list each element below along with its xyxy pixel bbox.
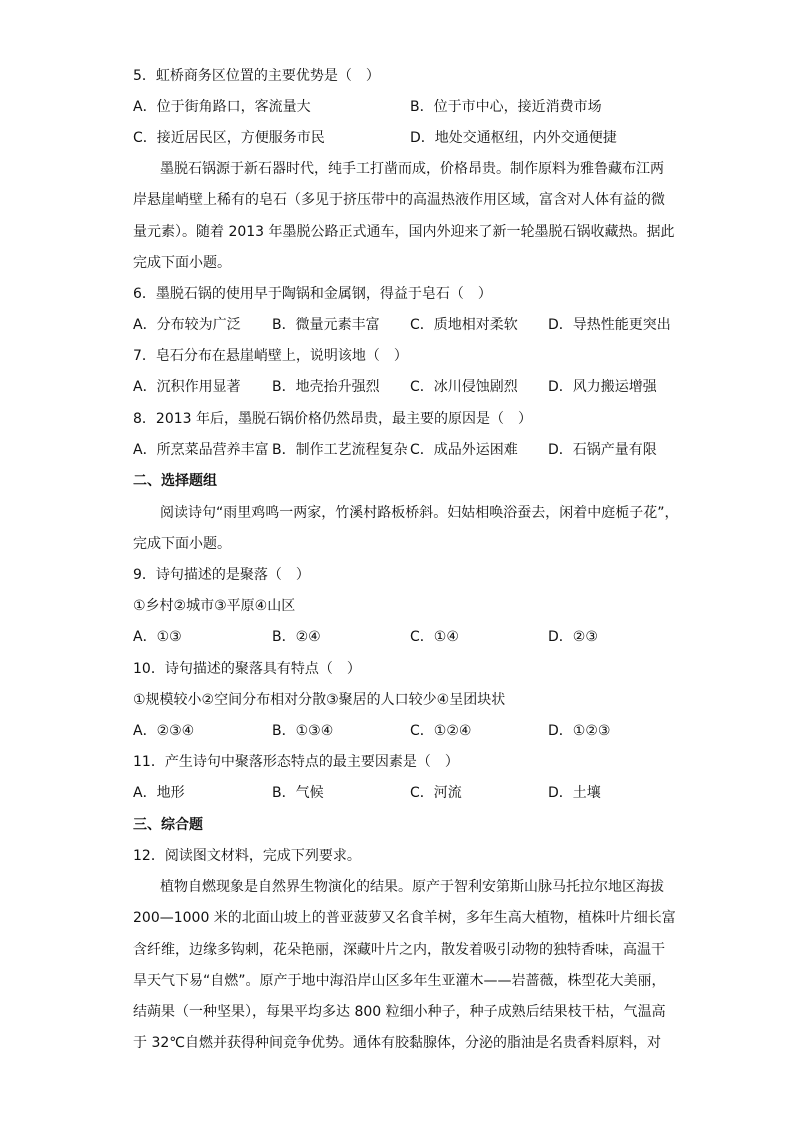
option-c: C．河流 — [410, 785, 462, 801]
passage-1-line-4: 完成下面小题。 — [133, 255, 231, 271]
passage-1-line-1: 墨脱石锅源于新石器时代，纯手工打凿而成，价格昂贵。制作原料为雅鲁藏布江两 — [160, 161, 664, 177]
question-12-line-1: 植物自燃现象是自然界生物演化的结果。原产于智利安第斯山脉马托拉尔地区海拔 — [160, 879, 664, 895]
option-c: C．质地相对柔软 — [410, 317, 518, 333]
option-b: B．地壳抬升强烈 — [272, 379, 380, 395]
question-12-line-2: 200—1000 米的北面山坡上的普亚菠萝又名食羊树，多年生高大植物，植株叶片细长富 — [133, 910, 676, 926]
passage-1-line-2: 岸悬崖峭壁上稀有的皂石（多见于挤压带中的高温热液作用区域，富含对人体有益的微 — [133, 192, 665, 208]
option-c: C．①④ — [410, 629, 459, 645]
option-a: A．位于街角路口，客流量大 — [133, 99, 311, 115]
question-12-line-3: 含纤维，边缘多钩刺，花朵艳丽，深藏叶片之内，散发着吸引动物的独特香味，高温干 — [133, 942, 665, 958]
question-12-line-6: 于 32℃自燃并获得种间竞争优势。通体有胶黏腺体，分泌的脂油是名贵香料原料，对 — [133, 1035, 661, 1051]
question-12-line-4: 旱天气下易“自燃”。原产于地中海沿岸山区多年生亚灌木——岩蔷薇，株型花大美丽， — [133, 973, 666, 989]
option-d: D．导热性能更突出 — [548, 317, 671, 333]
question-8-stem: 8．2013 年后，墨脱石锅价格仍然昂贵，最主要的原因是（ ） — [133, 411, 532, 427]
question-11-stem: 11．产生诗句中聚落形态特点的最主要因素是（ ） — [133, 754, 459, 770]
option-b: B．气候 — [272, 785, 324, 801]
option-d: D．土壤 — [548, 785, 601, 801]
question-6-stem: 6．墨脱石锅的使用早于陶锅和金属钢，得益于皂石（ ） — [133, 286, 492, 302]
option-b: B．①③④ — [272, 723, 334, 739]
question-10-stem: 10．诗句描述的聚落具有特点（ ） — [133, 661, 361, 677]
option-a: A．分布较为广泛 — [133, 317, 241, 333]
option-a: A．②③④ — [133, 723, 195, 739]
question-7-stem: 7．皂石分布在悬崖峭壁上，说明该地（ ） — [133, 348, 408, 364]
option-a: A．沉积作用显著 — [133, 379, 241, 395]
option-d: D．②③ — [548, 629, 598, 645]
option-c: C．接近居民区，方便服务市民 — [133, 130, 325, 146]
option-d: D．石锅产量有限 — [548, 442, 657, 458]
option-d: D．风力搬运增强 — [548, 379, 657, 395]
option-d: D．地处交通枢纽，内外交通便捷 — [410, 130, 617, 146]
question-9-stem: 9．诗句描述的是聚落（ ） — [133, 567, 310, 583]
option-a: A．①③ — [133, 629, 182, 645]
section-2-heading: 二、选择题组 — [133, 473, 217, 489]
option-b: B．微量元素丰富 — [272, 317, 380, 333]
question-9-choices: ①乡村②城市③平原④山区 — [133, 598, 296, 614]
question-12-line-5: 结蒴果（一种坚果），每果平均多达 800 粒细小种子，种子成熟后结果枝干枯，气温高 — [133, 1004, 666, 1020]
question-10-choices: ①规模较小②空间分布相对分散③聚居的人口较少④呈团块状 — [133, 692, 506, 708]
passage-1-line-3: 量元素）。随着 2013 年墨脱公路正式通车，国内外迎来了新一轮墨脱石锅收藏热。据此 — [133, 224, 675, 240]
option-a: A．地形 — [133, 785, 185, 801]
option-a: A．所烹菜品营养丰富 — [133, 442, 269, 458]
option-b: B．位于市中心，接近消费市场 — [410, 99, 602, 115]
section-3-heading: 三、综合题 — [133, 817, 203, 833]
question-12-stem: 12．阅读图文材料，完成下列要求。 — [133, 848, 361, 864]
passage-2-line-1: 阅读诗句“雨里鸡鸣一两家，竹溪村路板桥斜。妇姑相唤浴蚕去，闲着中庭栀子花”， — [160, 505, 679, 521]
option-c: C．冰川侵蚀剧烈 — [410, 379, 518, 395]
passage-2-line-2: 完成下面小题。 — [133, 536, 231, 552]
option-b: B．②④ — [272, 629, 321, 645]
option-c: C．①②④ — [410, 723, 472, 739]
option-d: D．①②③ — [548, 723, 611, 739]
question-5-stem: 5．虹桥商务区位置的主要优势是（ ） — [133, 68, 380, 84]
option-b: B．制作工艺流程复杂 — [272, 442, 408, 458]
option-c: C．成品外运困难 — [410, 442, 518, 458]
